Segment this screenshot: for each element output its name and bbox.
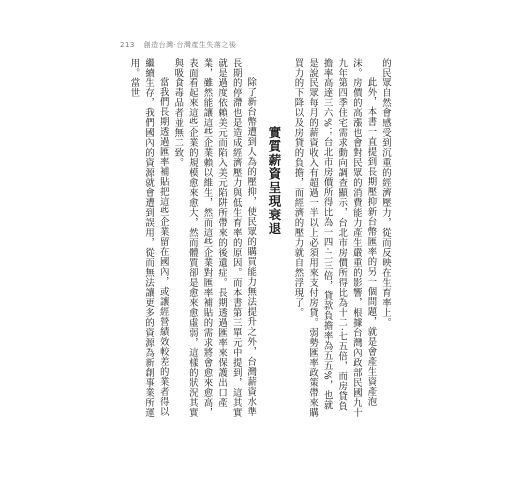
section-heading: 實質薪資呈現衰退 (266, 126, 282, 236)
paragraph: 此外，本書一直提到長期壓抑新台幣匯率的另一個問題，就是會產生資產泡沫。房價的高漲也會對民眾的消費能力產生嚴重的影響，根據台灣內政部民國九十九年第四季住宅需求動向調查顯示，台北市房價所得比為十二‧七五倍，而房貸負擔率高達三六%；台北市房價所得比為一四‧二三倍，貸款負擔率為五五%，也就是說民眾每月的薪資收入有超過一半以上必須用來支付房貸。弱勢匯率政策帶來購買力的下降以及房貸的負擔，而經濟的壓力就自然浮現了。 (292, 58, 377, 418)
paragraph: 的民眾自然會感受到沉重的經濟壓力，從而反映在生育率上。 (380, 58, 391, 328)
page-number: 213 (120, 41, 135, 49)
paragraph: 除了新台幣遭到人為的壓抑，使民眾的購買能力無法提升之外，台灣薪資水準長期的停滯也是造成經濟壓力與低生育率的原因。而本書第三單元中提到，這其實就是過度依賴美元而陷入美元陷阱所帶來的後遺症。長期透過匯率來保護出口產業，雖然能讓這些企業賴以維生，然而這些企業對匯率補貼的需求將會愈來愈高，表面看起來這些企業的規模愈來愈大，然而體質卻是愈來愈虛弱，這樣的狀況其實與吸食毒品者並無二致。 (172, 58, 257, 418)
vertical-text-body (130, 58, 392, 418)
running-head (120, 40, 236, 50)
running-head-title: 創造台灣‧台灣產生失落之後 (143, 41, 237, 49)
paragraph: 當我們長期透過匯率補貼把這些企業留在國內，或讓經營績效較差的業者得以繼續生存，我們國內的資源就會遭到誤用，從而無法讓更多的資源為新創事業所運用。當世 (128, 58, 169, 418)
